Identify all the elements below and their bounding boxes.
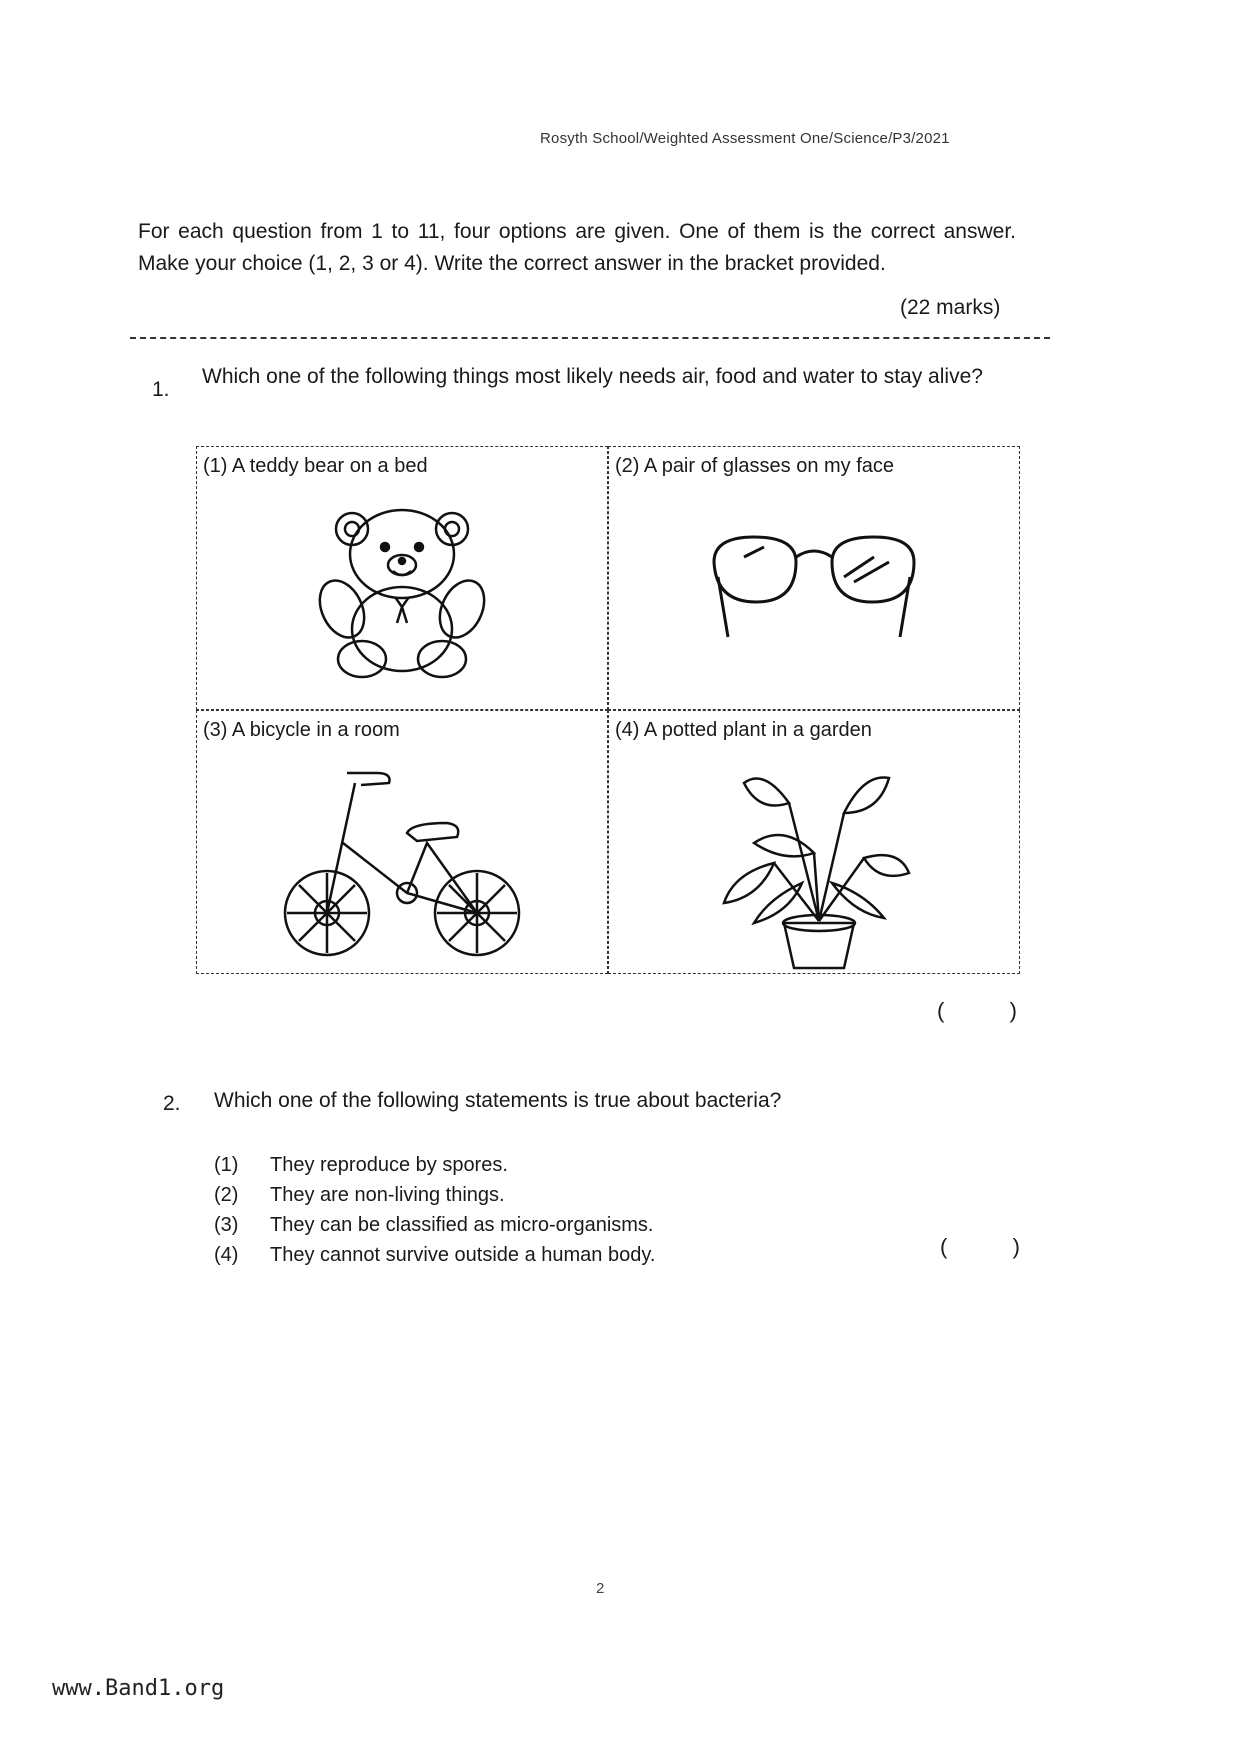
instructions-text: For each question from 1 to 11, four options are given. One of them is the correct answer. Make your choice (1, 2, 3 or 4). Write the correct answer in the bracket provided. [138,220,1016,275]
marks-label: (22 marks) [900,296,1001,319]
option-number: (4) [214,1243,239,1266]
question-1-options-grid [196,446,1020,974]
option-row [214,1210,655,1240]
section-divider [130,337,1050,339]
header-reference: Rosyth School/Weighted Assessment One/Science/P3/2021 [540,130,950,147]
bicycle-icon [277,763,527,963]
option-2-label: (2) A pair of glasses on my face [615,455,895,477]
question-1-number: 1. [152,378,170,401]
question-2-answer-bracket[interactable] [940,1234,1020,1260]
option-4-cell [608,710,1020,974]
option-3-label: (3) A bicycle in a room [203,719,400,741]
option-number: (2) [214,1183,239,1206]
question-2-text: Which one of the following statements is true about bacteria? [214,1089,782,1112]
teddy-bear-icon [317,499,487,679]
option-row [214,1180,655,1210]
option-row [214,1240,655,1270]
bracket-open: ( [937,998,945,1023]
bracket-close: ) [1012,1234,1020,1259]
question-1-answer-bracket[interactable] [937,998,1017,1024]
option-1-cell [196,446,608,710]
bracket-close: ) [1009,998,1017,1023]
page-number: 2 [596,1580,605,1597]
option-text: They are non-living things. [270,1183,505,1206]
option-number: (3) [214,1213,239,1236]
option-1-label: (1) A teddy bear on a bed [203,455,428,477]
bracket-open: ( [940,1234,948,1259]
option-text: They reproduce by spores. [270,1153,508,1176]
option-row [214,1150,655,1180]
potted-plant-icon [714,763,914,973]
footer-watermark: www.Band1.org [52,1676,225,1701]
option-2-cell [608,446,1020,710]
option-text: They can be classified as micro-organisms. [270,1213,654,1236]
option-3-cell [196,710,608,974]
option-text: They cannot survive outside a human body. [270,1243,656,1266]
option-4-label: (4) A potted plant in a garden [615,719,872,741]
glasses-icon [704,517,924,667]
question-2-options [214,1150,655,1270]
option-number: (1) [214,1153,239,1176]
question-1-text: Which one of the following things most likely needs air, food and water to stay alive? [202,365,983,388]
question-2-number: 2. [163,1092,181,1115]
